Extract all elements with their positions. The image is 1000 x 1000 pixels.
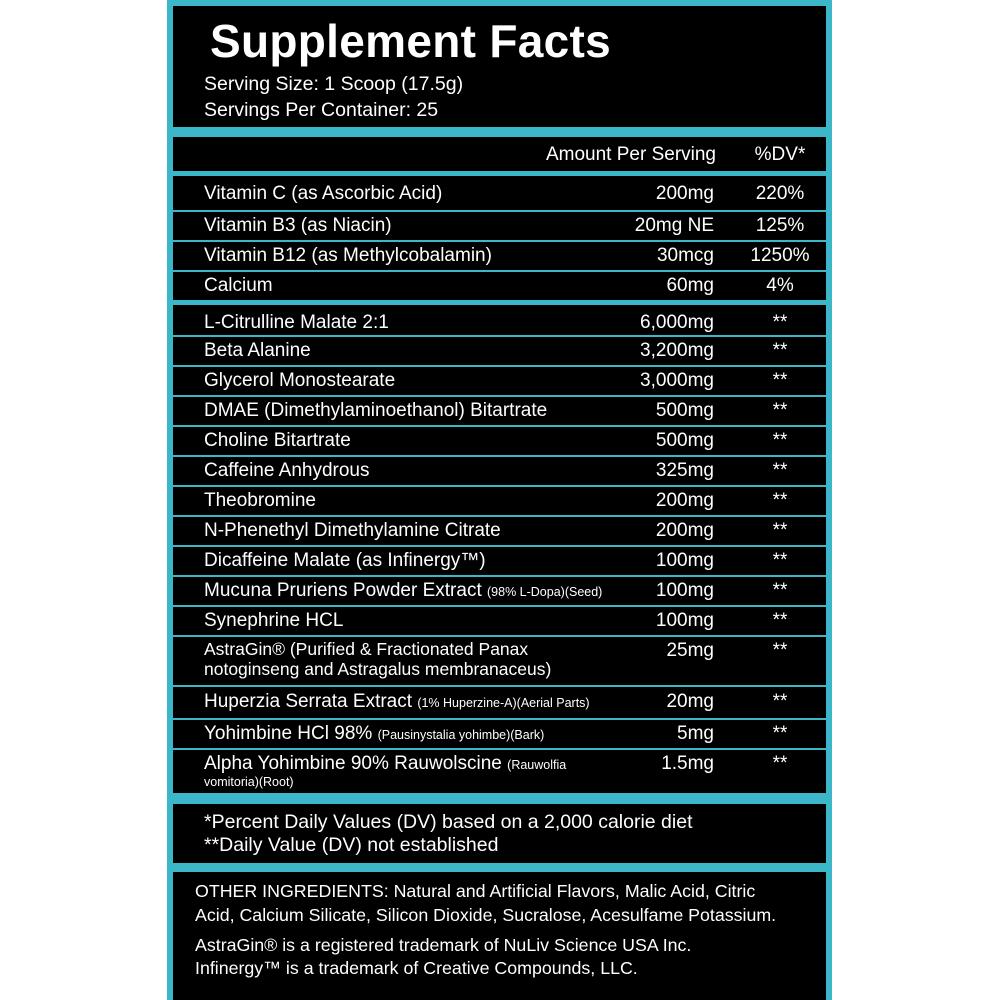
table-row: [173, 300, 826, 335]
ingredient-dv: **: [772, 370, 788, 391]
ingredient-name: [204, 722, 544, 747]
ingredient-dv: **: [772, 400, 788, 421]
ingredient-name: [204, 690, 590, 715]
table-row: [173, 748, 826, 793]
nutrient-amount: 200mg: [655, 183, 714, 204]
ingredient-name: L-Citrulline Malate 2:1: [204, 312, 389, 333]
ingredient-dv: **: [772, 580, 788, 601]
ingredient-amount: 200mg: [655, 520, 714, 541]
table-row: [173, 240, 826, 270]
table-header-row: [173, 137, 826, 171]
table-row: [173, 395, 826, 425]
ingredient-dv: **: [772, 550, 788, 571]
footnote-not-established: **Daily Value (DV) not established: [204, 834, 499, 856]
table-row: [173, 335, 826, 365]
nutrient-name: Vitamin B12 (as Methylcobalamin): [204, 245, 492, 266]
ingredient-source-note: (Rauwolfia: [507, 758, 567, 772]
nutrient-dv: 220%: [755, 183, 805, 204]
other-ingredients-line: OTHER INGREDIENTS: Natural and Artificial Flavors, Malic Acid, Citric: [195, 881, 756, 901]
ingredient-name-main: Alpha Yohimbine 90% Rauwolscine: [204, 753, 502, 774]
ingredient-amount: 6,000mg: [640, 312, 714, 333]
nutrient-name: Calcium: [204, 275, 273, 296]
ingredient-amount: 3,200mg: [640, 340, 714, 361]
footnotes-panel: [173, 804, 826, 863]
footnote-dv: *Percent Daily Values (DV) based on a 2,000 calorie diet: [204, 811, 693, 833]
table-row: [173, 425, 826, 455]
table-row: [173, 718, 826, 748]
ingredient-name: Theobromine: [204, 490, 316, 511]
ingredient-amount: 500mg: [655, 430, 714, 451]
ingredient-amount: 100mg: [655, 610, 714, 631]
other-ingredients-line: Acid, Calcium Silicate, Silicon Dioxide, Sucralose, Acesulfame Potassium.: [195, 905, 777, 925]
ingredient-name-main: Huperzia Serrata Extract: [204, 691, 413, 712]
table-row: [173, 575, 826, 605]
ingredient-dv: **: [772, 430, 788, 451]
ingredient-dv: **: [772, 490, 788, 511]
ingredient-source-note: (98% L-Dopa)(Seed): [487, 585, 603, 599]
ingredient-name: N-Phenethyl Dimethylamine Citrate: [204, 520, 501, 541]
ingredient-name-main: Yohimbine HCl 98%: [204, 723, 373, 744]
nutrient-dv: 125%: [755, 215, 805, 236]
ingredient-amount: 20mg: [666, 691, 714, 712]
table-row: [173, 210, 826, 240]
nutrient-amount: 20mg NE: [634, 215, 714, 236]
ingredient-name: DMAE (Dimethylaminoethanol) Bitartrate: [204, 400, 548, 421]
ingredient-name: Dicaffeine Malate (as Infinergy™): [204, 550, 486, 571]
table-row: [173, 270, 826, 300]
ingredient-source-note: (Pausinystalia yohimbe)(Bark): [377, 728, 545, 742]
ingredient-amount: 100mg: [655, 580, 714, 601]
ingredient-source-note: (1% Huperzine-A)(Aerial Parts): [417, 696, 590, 710]
ingredient-amount: 5mg: [677, 723, 714, 744]
nutrient-dv: 4%: [766, 275, 794, 296]
supplement-facts-label: [167, 0, 832, 1000]
amount-column-header: Amount Per Serving: [545, 144, 716, 165]
header-panel: [173, 6, 826, 127]
table-row: [173, 635, 826, 685]
nutrient-name: Vitamin C (as Ascorbic Acid): [204, 183, 443, 204]
nutrient-table: [173, 137, 826, 793]
ingredient-amount: 25mg: [666, 640, 714, 661]
ingredient-name: Glycerol Monostearate: [204, 370, 396, 391]
ingredient-amount: 200mg: [655, 490, 714, 511]
ingredient-name-main: Mucuna Pruriens Powder Extract: [204, 580, 482, 601]
ingredient-name: Beta Alanine: [204, 340, 311, 361]
ingredient-name: Synephrine HCL: [204, 610, 344, 631]
ingredient-name: Choline Bitartrate: [204, 430, 351, 451]
other-ingredients-panel: [173, 872, 826, 1000]
ingredient-dv: **: [772, 640, 788, 661]
ingredient-dv: **: [772, 520, 788, 541]
ingredient-dv: **: [772, 723, 788, 744]
trademark-infinergy: Infinergy™ is a trademark of Creative Compounds, LLC.: [195, 958, 638, 978]
ingredient-name-continued: notoginseng and Astragalus membranaceus): [204, 659, 552, 679]
ingredient-dv: **: [772, 340, 788, 361]
ingredient-amount: 325mg: [655, 460, 714, 481]
ingredient-name: Caffeine Anhydrous: [204, 460, 370, 481]
ingredient-amount: 100mg: [655, 550, 714, 571]
nutrient-amount: 30mcg: [656, 245, 714, 266]
table-row: [173, 171, 826, 210]
ingredient-dv: **: [772, 753, 788, 774]
serving-size: Serving Size: 1 Scoop (17.5g): [204, 73, 464, 95]
ingredient-amount: 500mg: [655, 400, 714, 421]
ingredient-dv: **: [772, 312, 788, 333]
nutrient-name: Vitamin B3 (as Niacin): [204, 215, 392, 236]
label-title: Supplement Facts: [210, 15, 611, 67]
table-row: [173, 685, 826, 718]
trademark-astragin: AstraGin® is a registered trademark of NuLiv Science USA Inc.: [195, 935, 692, 955]
ingredient-dv: **: [772, 460, 788, 481]
ingredient-name: [204, 579, 602, 604]
table-row: [173, 605, 826, 635]
ingredient-amount: 3,000mg: [640, 370, 714, 391]
ingredient-dv: **: [772, 610, 788, 631]
ingredient-dv: **: [772, 691, 788, 712]
servings-per-container: Servings Per Container: 25: [204, 99, 439, 121]
ingredient-name: AstraGin® (Purified & Fractionated Panax: [204, 639, 529, 659]
table-row: [173, 365, 826, 395]
table-row: [173, 545, 826, 575]
nutrient-dv: 1250%: [750, 245, 810, 266]
nutrient-amount: 60mg: [666, 275, 714, 296]
ingredient-amount: 1.5mg: [661, 753, 714, 774]
table-row: [173, 515, 826, 545]
ingredient-source-note-continued: vomitoria)(Root): [204, 775, 294, 789]
dv-column-header: %DV*: [754, 144, 806, 165]
table-row: [173, 485, 826, 515]
table-row: [173, 455, 826, 485]
